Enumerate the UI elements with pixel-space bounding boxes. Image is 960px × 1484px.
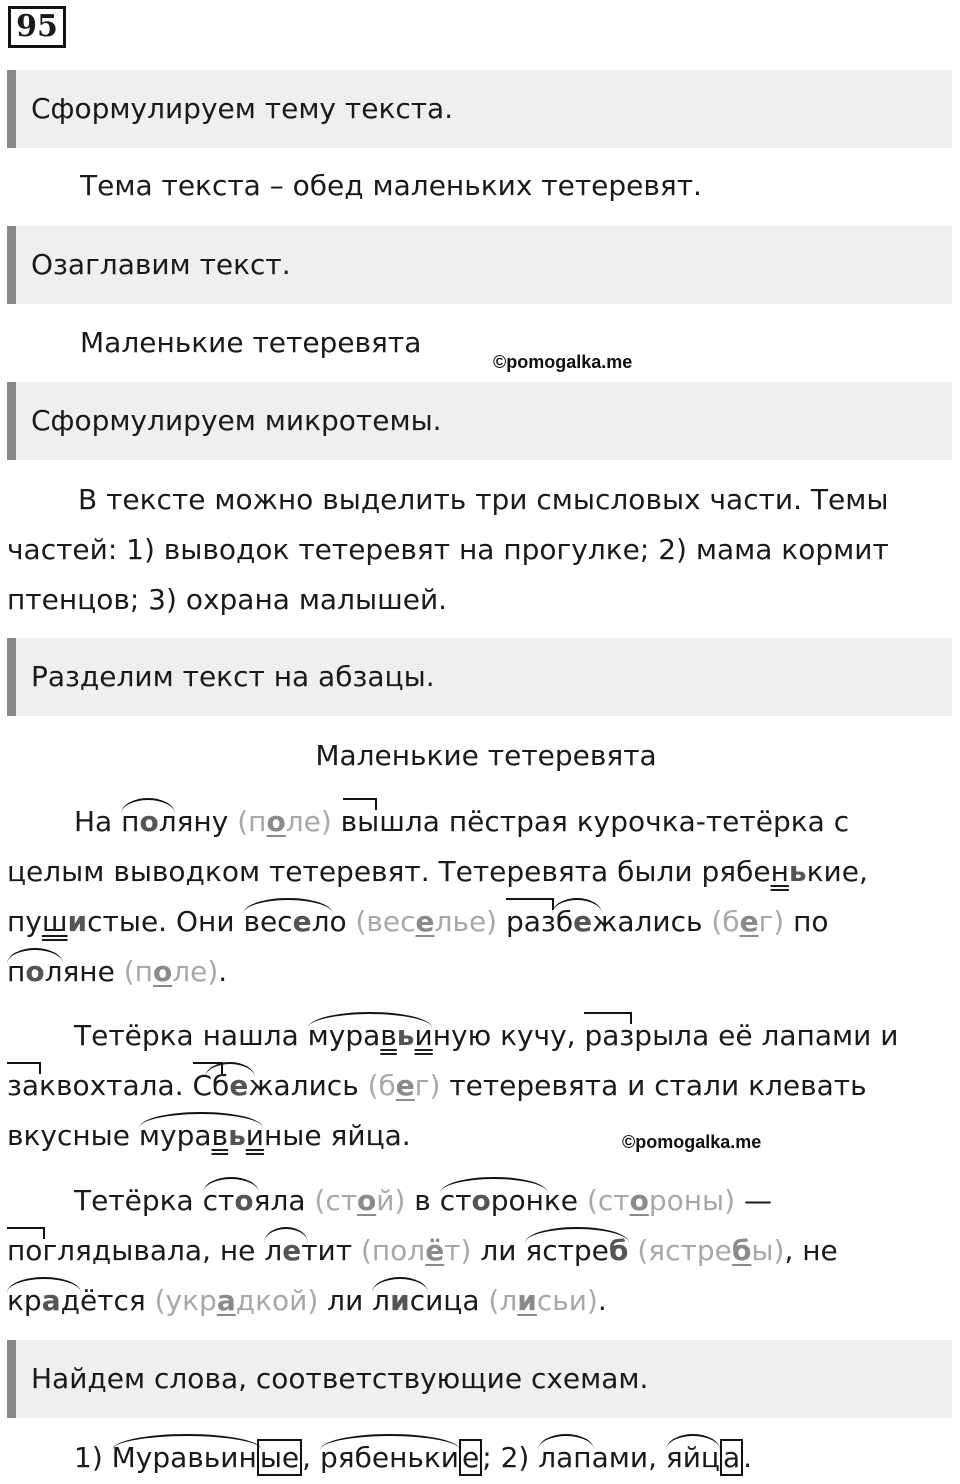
p1-line-1: На поляну (поле) вышла пёстрая курочка-тетёрка с	[74, 802, 849, 842]
p1-line-2: целым выводком тетеревят. Тетеревята были рябенькие,	[7, 855, 868, 888]
section-header-schemes: Найдем слова, соответствующие схемам.	[7, 1340, 952, 1418]
word-letit: летит	[264, 1231, 352, 1271]
text-title: Маленькие тетеревята	[315, 739, 657, 772]
p3-line-2: поглядывала , не летит (полёт) ли ястреб (ястребы), не	[7, 1231, 838, 1271]
word-veselo: весело	[243, 902, 346, 942]
word-poglyadyvala: поглядывала	[7, 1231, 202, 1271]
p2-line-2: заквохтала . Сбежались (бег) тетеревята и стали клевать	[7, 1066, 867, 1106]
p2-line-3: вкусные муравьиные яйца.	[7, 1116, 411, 1156]
p3-line-1: Тетёрка стояла (стой) в сторонке (стороны) —	[74, 1181, 772, 1221]
title-answer: Маленькие тетеревята	[80, 326, 422, 359]
p2-line-1: Тетёрка нашла муравьиную кучу, разрыла её лапами и	[74, 1016, 898, 1056]
scheme-word-ryabenkie: рябеньки е	[320, 1438, 482, 1478]
word-razbezhalis: разбежались	[506, 902, 702, 942]
word-zakvokhtala: заквохтала	[7, 1066, 175, 1106]
word-sbezhalis: Сбежались	[193, 1066, 359, 1106]
scheme-word-yaitsa: яйц а	[666, 1438, 743, 1478]
scheme-word-muravinye: Муравьин ые	[112, 1438, 303, 1478]
word-polyanu: поляну	[121, 802, 228, 842]
word-muravinye: муравьиные	[139, 1116, 322, 1156]
microthemes-line-3: птенцов; 3) охрана малышей.	[7, 583, 448, 616]
p1-line-3: пушистые. Они весело (веселье) разбежались (бег) по	[7, 902, 829, 942]
p3-line-3: крадётся (украдкой) ли лисица (лисьи).	[7, 1281, 607, 1321]
word-storonke: сторонке	[440, 1181, 578, 1221]
exercise-number: 95	[8, 6, 66, 48]
watermark: ©pomogalka.me	[493, 352, 633, 372]
watermark-2: ©pomogalka.me	[622, 1132, 762, 1152]
theme-answer: Тема текста – обед маленьких тетеревят.	[80, 169, 702, 202]
section-header-theme: Сформулируем тему текста.	[7, 70, 952, 148]
scheme-word-lapami: лапами	[538, 1438, 648, 1478]
section-header-paragraphs: Разделим текст на абзацы.	[7, 638, 952, 716]
word-yastreb: ястреб	[525, 1231, 628, 1271]
p1-line-4: поляне (поле).	[7, 952, 227, 992]
word-muravinuyu: муравьиную	[308, 1016, 492, 1056]
word-vyshla: вышла	[341, 802, 440, 842]
schemes-answer: 1) Муравьин ые , рябеньки е ; 2) лапами , яйц а .	[74, 1438, 752, 1478]
word-razryla: разрыла	[584, 1016, 709, 1056]
word-polyane: поляне	[7, 952, 115, 992]
word-stoyala: стояла	[203, 1181, 306, 1221]
microthemes-line-1: В тексте можно выделить три смысловых части. Темы	[78, 483, 889, 516]
word-lisitsa: лисица	[372, 1281, 479, 1321]
microthemes-line-2: частей: 1) выводок тетеревят на прогулке; 2) мама кормит	[7, 533, 889, 566]
section-header-title: Озаглавим текст.	[7, 226, 952, 304]
word-kradyotsya: крадётся	[7, 1281, 146, 1321]
section-header-microthemes: Сформулируем микротемы.	[7, 382, 952, 460]
